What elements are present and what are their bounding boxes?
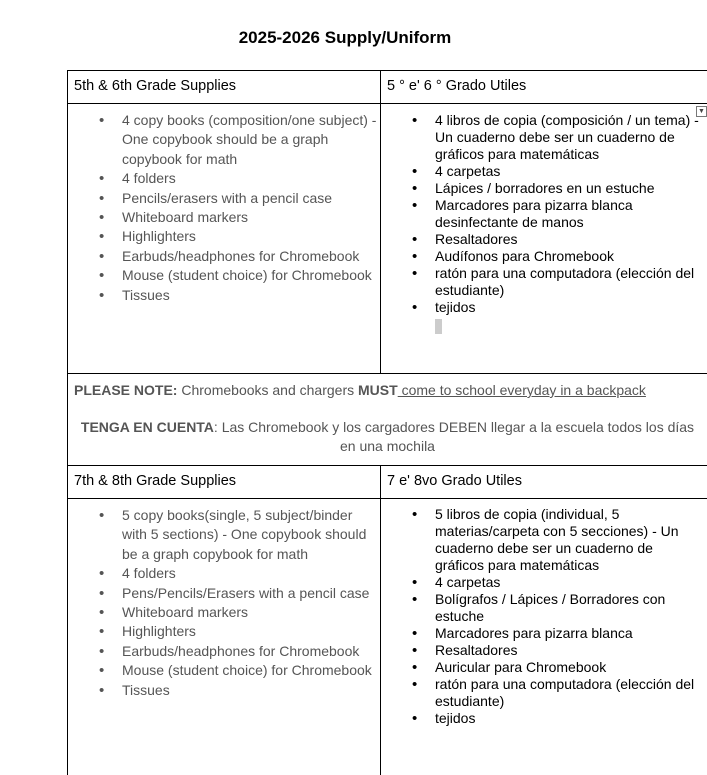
section2-list-es bbox=[381, 506, 707, 727]
list-item: • 4 carpetas bbox=[381, 574, 707, 591]
note-es-label: TENGA EN CUENTA bbox=[80, 419, 214, 435]
list-item: • Bolígrafos / Lápices / Borradores con estuche bbox=[381, 591, 707, 625]
list-item: • 4 folders bbox=[68, 564, 380, 583]
section2-header-row bbox=[67, 465, 707, 498]
list-item: • Whiteboard markers bbox=[68, 208, 380, 227]
section1-list-es bbox=[381, 112, 707, 316]
list-item: • ratón para una computadora (elección del estudiante) bbox=[381, 265, 707, 299]
list-item: • ratón para una computadora (elección del estudiante) bbox=[381, 676, 707, 710]
section1-header-en: 5th & 6th Grade Supplies bbox=[67, 71, 380, 103]
list-item: • Resaltadores bbox=[381, 642, 707, 659]
list-item: • Mouse (student choice) for Chromebook bbox=[68, 661, 380, 680]
list-item: • 4 copy books (composition/one subject) - One copybook should be a graph copybook for math bbox=[68, 111, 380, 169]
list-item: • Resaltadores bbox=[381, 231, 707, 248]
list-item: • Audífonos para Chromebook bbox=[381, 248, 707, 265]
section2-list-en-cell bbox=[67, 499, 380, 775]
list-item: • Whiteboard markers bbox=[68, 603, 380, 622]
section1-body-row bbox=[67, 103, 707, 373]
list-item: • 4 libros de copia (composición / un tema) - Un cuaderno debe ser un cuaderno de gráficos para matemáticas bbox=[381, 112, 707, 163]
note-cell bbox=[67, 374, 707, 465]
list-item: • tejidos bbox=[381, 710, 707, 727]
list-item: • Highlighters bbox=[68, 622, 380, 641]
section2-header-es: 7 e' 8vo Grado Utiles bbox=[380, 466, 707, 498]
list-item: • Highlighters bbox=[68, 227, 380, 246]
note-es-text: : Las Chromebook y los cargadores DEBEN llegar a la escuela todos los días en una mochila bbox=[213, 419, 695, 454]
note-underline: come to school everyday in a backpack bbox=[397, 382, 646, 398]
list-item: • Earbuds/headphones for Chromebook bbox=[68, 642, 380, 661]
note-label: PLEASE NOTE: bbox=[74, 382, 178, 398]
note-english bbox=[68, 374, 707, 398]
list-item: • 5 copy books(single, 5 subject/binder with 5 sections) - One copybook should be a graph copybook for math bbox=[68, 506, 380, 564]
list-item: • Marcadores para pizarra blanca bbox=[381, 625, 707, 642]
list-item: • Auricular para Chromebook bbox=[381, 659, 707, 676]
list-item: • 4 carpetas bbox=[381, 163, 707, 180]
section2-list-es-cell bbox=[380, 499, 707, 775]
page-title: 2025-2026 Supply/Uniform bbox=[238, 28, 452, 47]
list-item: • Tissues bbox=[68, 286, 380, 305]
list-item: • Pens/Pencils/Erasers with a pencil case bbox=[68, 584, 380, 603]
section2-header-en: 7th & 8th Grade Supplies bbox=[67, 466, 380, 498]
section1-list-en bbox=[68, 111, 380, 305]
section2-body-row bbox=[67, 498, 707, 775]
note-must: MUST bbox=[358, 382, 398, 398]
list-item: • Lápices / borradores en un estuche bbox=[381, 180, 707, 197]
section1-list-en-cell bbox=[67, 104, 380, 373]
note-row bbox=[67, 373, 707, 465]
text-cursor[interactable] bbox=[435, 319, 442, 334]
list-item: • Marcadores para pizarra blanca desinfectante de manos bbox=[381, 197, 707, 231]
note-text: Chromebooks and chargers bbox=[177, 382, 359, 398]
section1-header-row bbox=[67, 70, 707, 103]
list-item: • Pencils/erasers with a pencil case bbox=[68, 189, 380, 208]
list-item: • 4 folders bbox=[68, 169, 380, 188]
list-item: • Earbuds/headphones for Chromebook bbox=[68, 247, 380, 266]
section2-list-en bbox=[68, 506, 380, 700]
list-item: • Tissues bbox=[68, 681, 380, 700]
section1-header-es: 5 ° e' 6 ° Grado Utiles bbox=[380, 71, 707, 103]
list-item: • 5 libros de copia (individual, 5 materias/carpeta con 5 secciones) - Un cuaderno debe ser un cuaderno de gráficos para matemáticas bbox=[381, 506, 707, 574]
chevron-down-icon[interactable]: ▼ bbox=[696, 106, 707, 117]
supply-table bbox=[67, 70, 707, 775]
note-spanish bbox=[68, 398, 707, 456]
list-item: • Mouse (student choice) for Chromebook bbox=[68, 266, 380, 285]
section1-list-es-cell bbox=[380, 104, 707, 373]
list-item: • tejidos bbox=[381, 299, 707, 316]
